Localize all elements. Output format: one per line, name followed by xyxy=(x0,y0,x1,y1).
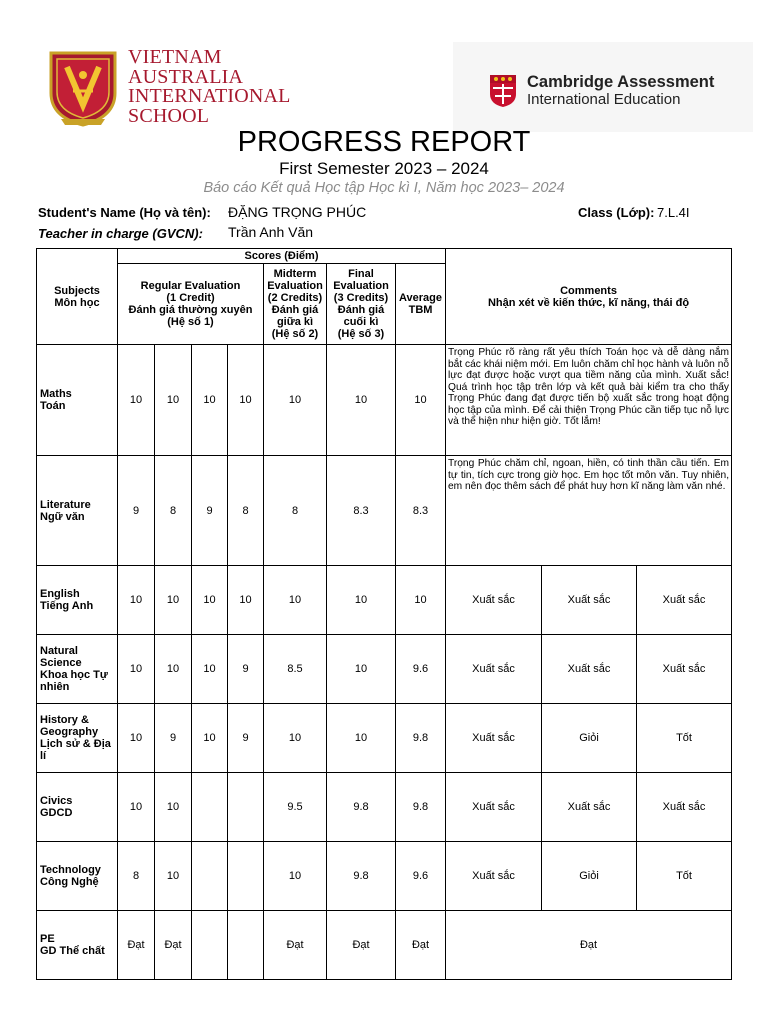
regular-score-cell xyxy=(228,911,264,980)
table-row xyxy=(37,911,732,980)
subject-cell: English Tiếng Anh xyxy=(37,566,118,635)
evaluation-knowledge-cell: Xuất sắc xyxy=(446,635,542,704)
regular-score-cell: Đạt xyxy=(118,911,155,980)
average-score-cell: 9.6 xyxy=(396,842,446,911)
student-name: ĐẶNG TRỌNG PHÚC xyxy=(228,204,367,220)
subject-cell: Maths Toán xyxy=(37,345,118,456)
scores-header: Scores (Điểm) xyxy=(118,249,446,264)
midterm-score-cell: 8.5 xyxy=(264,635,327,704)
page-title: PROGRESS REPORT xyxy=(237,126,531,158)
scores-table-container xyxy=(36,248,732,980)
regular-score-cell: 8 xyxy=(228,456,264,566)
teacher-name: Trần Anh Văn xyxy=(228,224,314,240)
regular-score-cell: 9 xyxy=(228,704,264,773)
regular-evaluation-header: Regular Evaluation (1 Credit) Đánh giá thường xuyên (Hệ số 1) xyxy=(118,264,264,345)
report-header xyxy=(0,0,768,205)
cambridge-logo-area xyxy=(453,42,753,132)
final-score-cell: 8.3 xyxy=(327,456,396,566)
average-score-cell: 10 xyxy=(396,566,446,635)
table-row xyxy=(37,566,732,635)
final-score-cell: Đạt xyxy=(327,911,396,980)
final-score-cell: 10 xyxy=(327,635,396,704)
regular-score-cell: 10 xyxy=(192,566,228,635)
evaluation-attitude-cell: Xuất sắc xyxy=(637,566,732,635)
evaluation-skills-cell: Xuất sắc xyxy=(542,566,637,635)
subject-cell: PE GD Thể chất xyxy=(37,911,118,980)
evaluation-knowledge-cell: Xuất sắc xyxy=(446,842,542,911)
evaluation-attitude-cell: Xuất sắc xyxy=(637,635,732,704)
evaluation-skills-cell: Xuất sắc xyxy=(542,635,637,704)
regular-score-cell xyxy=(228,842,264,911)
teacher-label: Teacher in charge (GVCN): xyxy=(38,226,203,241)
midterm-score-cell: 10 xyxy=(264,704,327,773)
table-row xyxy=(37,635,732,704)
subject-cell: Technology Công Nghệ xyxy=(37,842,118,911)
regular-score-cell: Đạt xyxy=(155,911,192,980)
final-score-cell: 9.8 xyxy=(327,773,396,842)
subject-cell: Literature Ngữ văn xyxy=(37,456,118,566)
regular-score-cell: 10 xyxy=(118,635,155,704)
table-row xyxy=(37,773,732,842)
regular-score-cell: 10 xyxy=(118,773,155,842)
evaluation-skills-cell: Giỏi xyxy=(542,704,637,773)
average-score-cell: 10 xyxy=(396,345,446,456)
midterm-score-cell: 8 xyxy=(264,456,327,566)
midterm-score-cell: 10 xyxy=(264,566,327,635)
midterm-evaluation-header: Midterm Evaluation (2 Credits) Đánh giá giữa kì (Hệ số 2) xyxy=(264,264,327,345)
school-name-line: AUSTRALIA xyxy=(128,65,244,88)
cambridge-line1: Cambridge Assessment xyxy=(527,73,715,91)
regular-score-cell: 10 xyxy=(192,635,228,704)
evaluation-skills-cell: Giỏi xyxy=(542,842,637,911)
school-name-line: INTERNATIONAL xyxy=(128,85,291,107)
evaluation-knowledge-cell: Xuất sắc xyxy=(446,773,542,842)
evaluation-attitude-cell: Tốt xyxy=(637,704,732,773)
cambridge-line2: International Education xyxy=(527,91,681,108)
evaluation-skills-cell: Xuất sắc xyxy=(542,773,637,842)
midterm-score-cell: Đạt xyxy=(264,911,327,980)
regular-score-cell: 10 xyxy=(118,566,155,635)
regular-score-cell: 9 xyxy=(155,704,192,773)
table-row xyxy=(37,704,732,773)
semester-subtitle-vn: Báo cáo Kết quả Học tập Học kì I, Năm học 2023– 2024 xyxy=(203,180,565,196)
scores-table xyxy=(36,248,732,980)
regular-score-cell: 9 xyxy=(118,456,155,566)
midterm-score-cell: 9.5 xyxy=(264,773,327,842)
comment-cell: Đạt xyxy=(446,911,732,980)
regular-score-cell: 8 xyxy=(155,456,192,566)
regular-score-cell: 10 xyxy=(192,345,228,456)
final-evaluation-header: Final Evaluation (3 Credits) Đánh giá cuối kì (Hệ số 3) xyxy=(327,264,396,345)
semester-subtitle: First Semester 2023 – 2024 xyxy=(279,159,489,178)
final-score-cell: 10 xyxy=(327,704,396,773)
school-name-line: VIETNAM xyxy=(128,46,222,68)
regular-score-cell: 10 xyxy=(155,635,192,704)
school-name-line: SCHOOL xyxy=(128,104,210,127)
regular-score-cell xyxy=(228,773,264,842)
cambridge-text xyxy=(527,74,714,108)
regular-score-cell: 10 xyxy=(118,704,155,773)
school-name xyxy=(128,48,291,126)
regular-score-cell: 10 xyxy=(155,566,192,635)
final-score-cell: 9.8 xyxy=(327,842,396,911)
average-score-cell: 9.6 xyxy=(396,635,446,704)
comment-cell: Trọng Phúc chăm chỉ, ngoan, hiền, có tinh thần cầu tiến. Em tự tin, tích cực trong giờ học. Em học tốt môn văn. Tuy nhiên, em nên đọc thêm sách để phát huy hơn kĩ năng làm văn nhé. xyxy=(446,456,732,566)
regular-score-cell: 10 xyxy=(155,345,192,456)
average-header: Average TBM xyxy=(396,264,446,345)
regular-score-cell xyxy=(192,911,228,980)
regular-score-cell: 10 xyxy=(228,345,264,456)
midterm-score-cell: 10 xyxy=(264,345,327,456)
regular-score-cell: 9 xyxy=(228,635,264,704)
table-row xyxy=(37,456,732,566)
regular-score-cell xyxy=(192,773,228,842)
table-row xyxy=(37,345,732,456)
evaluation-knowledge-cell: Xuất sắc xyxy=(446,566,542,635)
school-crest-logo xyxy=(47,47,119,127)
regular-score-cell: 10 xyxy=(118,345,155,456)
regular-score-cell: 10 xyxy=(155,842,192,911)
evaluation-attitude-cell: Xuất sắc xyxy=(637,773,732,842)
regular-score-cell: 8 xyxy=(118,842,155,911)
subjects-header: Subjects Môn học xyxy=(37,249,118,345)
evaluation-knowledge-cell: Xuất sắc xyxy=(446,704,542,773)
class-label: Class (Lớp): xyxy=(578,205,655,220)
table-header-row xyxy=(37,249,732,264)
regular-score-cell: 10 xyxy=(228,566,264,635)
evaluation-attitude-cell: Tốt xyxy=(637,842,732,911)
regular-score-cell: 10 xyxy=(192,704,228,773)
cambridge-shield-icon xyxy=(489,74,517,108)
midterm-score-cell: 10 xyxy=(264,842,327,911)
student-name-label: Student's Name (Họ và tên): xyxy=(38,205,211,220)
regular-score-cell: 9 xyxy=(192,456,228,566)
average-score-cell: Đạt xyxy=(396,911,446,980)
subject-cell: History & Geography Lịch sử & Địa lí xyxy=(37,704,118,773)
final-score-cell: 10 xyxy=(327,345,396,456)
regular-score-cell: 10 xyxy=(155,773,192,842)
subject-cell: Natural Science Khoa học Tự nhiên xyxy=(37,635,118,704)
subject-cell: Civics GDCD xyxy=(37,773,118,842)
comment-cell: Trọng Phúc rõ ràng rất yêu thích Toán học và dễ dàng nắm bắt các khái niệm mới. Em luôn chăm chỉ học hành và luôn nỗ lực đạt được hoặc vượt qua tiềm năng của mình. Xuất sắc! Quá trình học tập trên lớp và kết quả bài kiểm tra cho thấy Trọng Phúc đang đạt được tiến bộ xuất sắc trong hoạt động học tập của mình. Để cải thiện Trọng Phúc cần tiếp tục nỗ lực và thể hiện như hiện giờ. Tốt lắm! xyxy=(446,345,732,456)
regular-score-cell xyxy=(192,842,228,911)
comments-header: Comments Nhận xét về kiến thức, kĩ năng, thái độ xyxy=(446,249,732,345)
average-score-cell: 9.8 xyxy=(396,704,446,773)
average-score-cell: 9.8 xyxy=(396,773,446,842)
average-score-cell: 8.3 xyxy=(396,456,446,566)
final-score-cell: 10 xyxy=(327,566,396,635)
class-value: 7.L.4I xyxy=(657,205,690,220)
table-row xyxy=(37,842,732,911)
